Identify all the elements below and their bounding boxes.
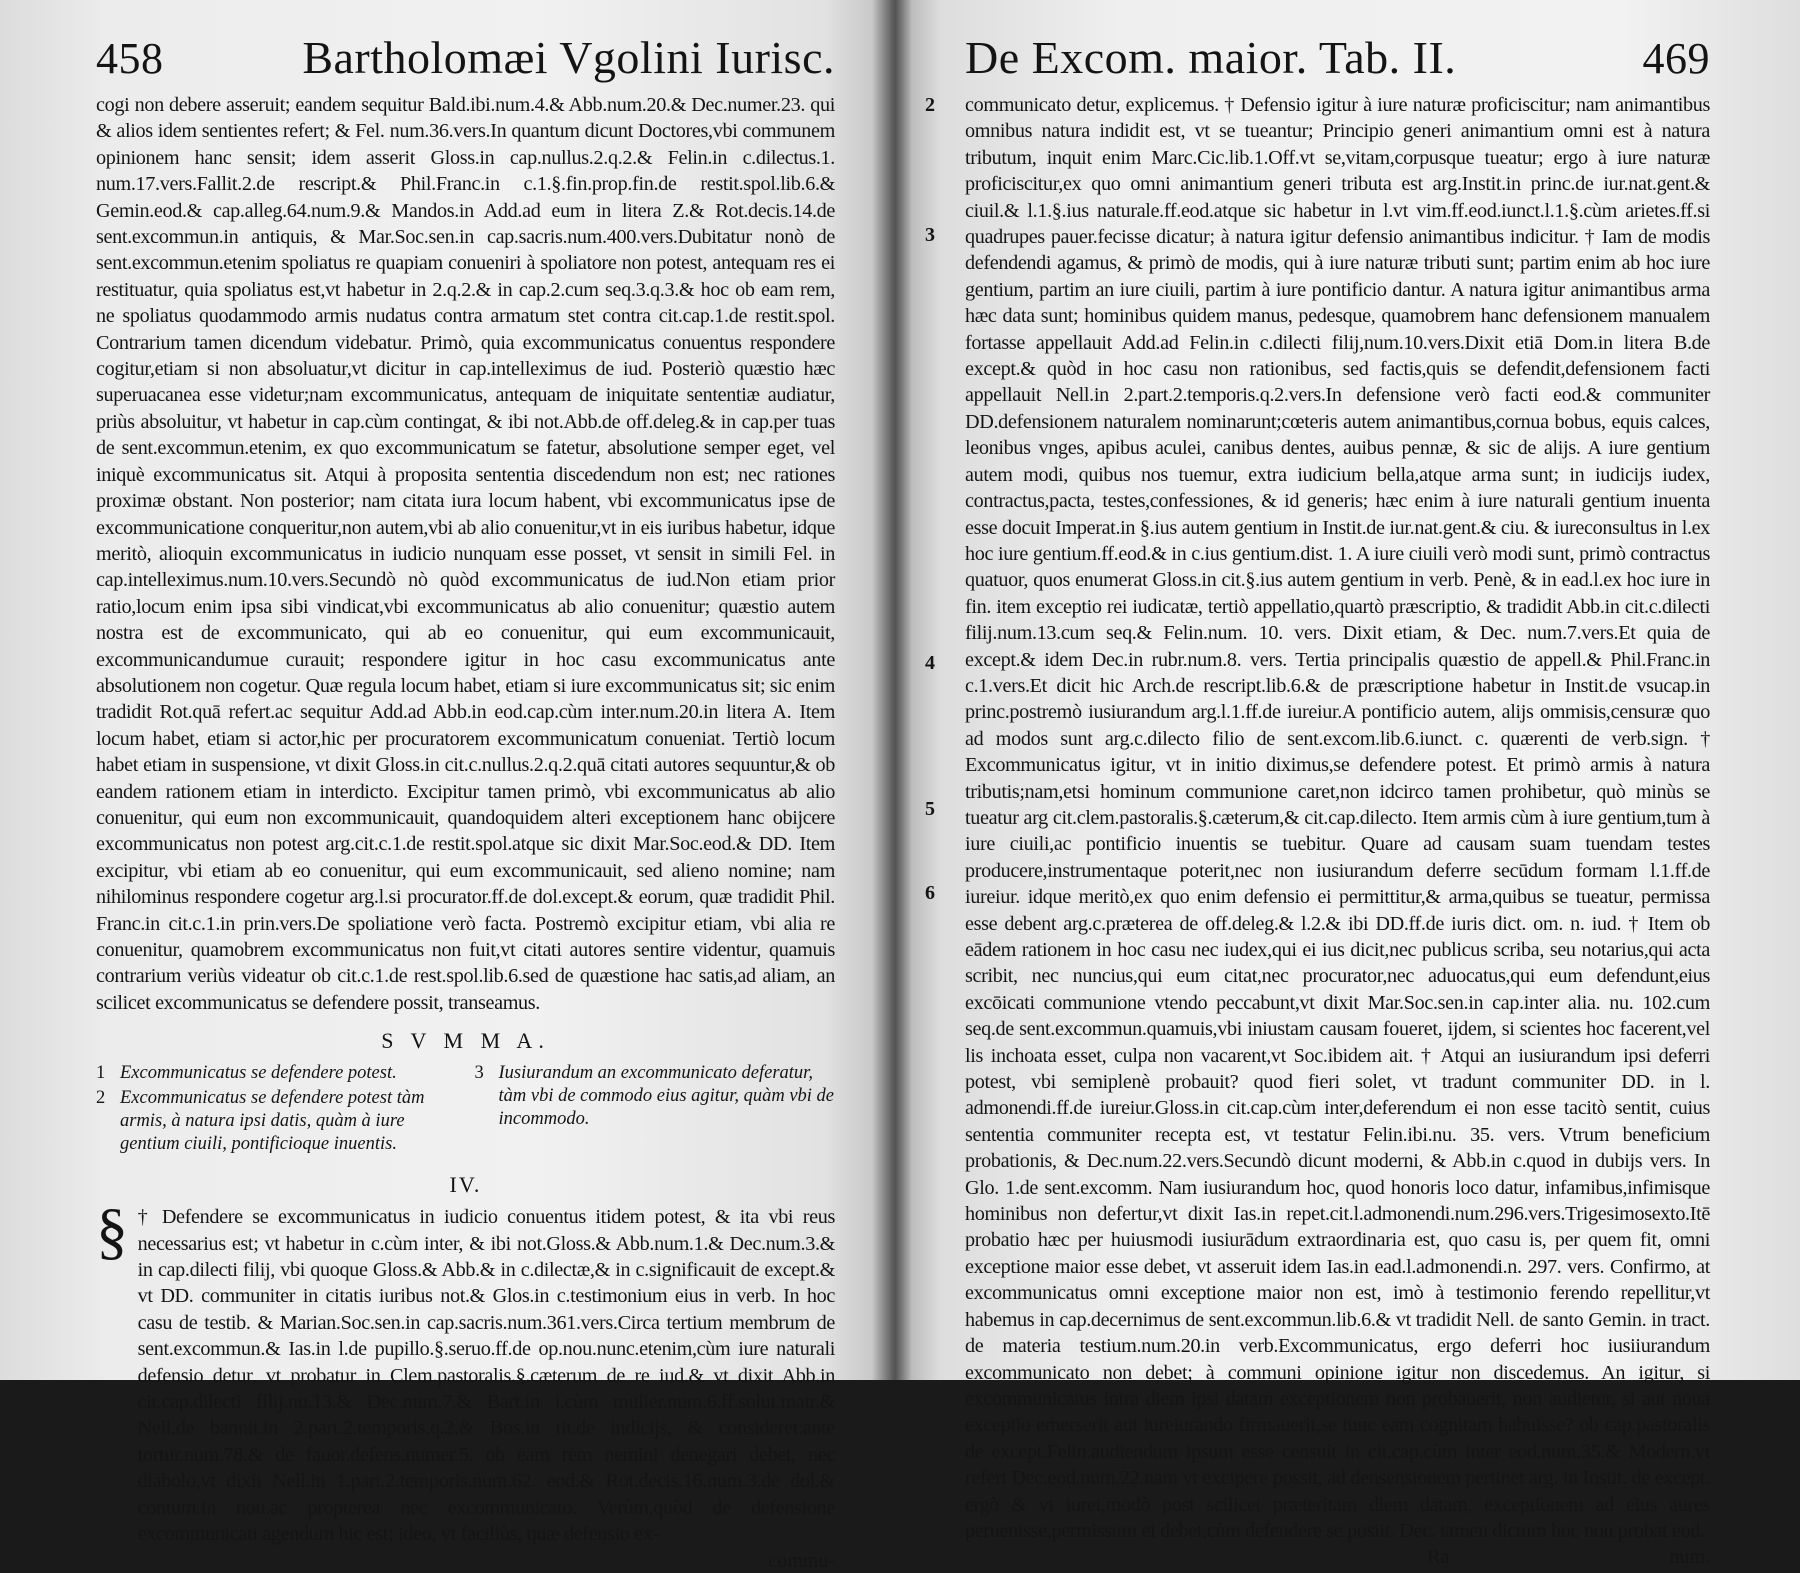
catchwords-right (965, 1546, 1710, 1569)
summa-item-number: 3 (474, 1063, 484, 1084)
summa-item (475, 1062, 836, 1131)
catchword-right: num. (1669, 1546, 1710, 1569)
running-head-title-right: De Excom. maior. Tab. II. (965, 32, 1457, 83)
left-body-paragraph-1: cogi non debere asseruit; eandem sequitur Bald.ibi.num.4.& Abb.num.20.& Dec.numer.23. qui & alios idem sentientes refert; & Fel. num.36.vers.In quantum dicunt Doctores,vbi communem opinionem hanc sensit; idem asserit Gloss.in cap.nullus.2.q.2.& Felin.in c.dilectus.1. num.17.vers.Fallit.2.de rescript.& Phil.Franc.in c.1.§.fin.prop.fin.de restit.spol.lib.6.& Gemin.eod.& cap.alleg.64.num.9.& Mandos.in Add.ad eum in litera Z.& Rot.decis.14.de sent.excommun.in antiquis, & Mar.Soc.sen.in cap.sacris.num.400.vers.Dubitatur nonò de sent.excommun.etenim spoliatus re quapiam conueniri à spoliatore non potest, antequam res ei restituatur, quia spoliatus est,vt habetur in 2.q.2.& in cap.2.cum seq.3.q.3.& hoc ob eam rem, ne spoliatus quodammodo armis nudatus contra armatum stet contra cit.cap.1.de restit.spol. Contrarium tamen dicendum videbatur. Primò, quia excommunicatus conuentus respondere cogitur,etiam si non absoluatur,vt dicitur in cap.intelleximus de iud. Posteriò quæstio hæc superuacanea esse videtur;nam excommunicatus, antequam de iniquitate sententiæ audiatur, priùs absoluitur, vt habetur in cap.cùm contingat, & ibi not.Abb.de off.deleg.& in cap.per tuas de sent.excommun.etenim, ex quo excommunicatum se fatetur, absolutione semper eget, vel iniquè excommunicatus sit. Atqui à proposita sententia discedendum non est; nec rationes proximæ obstant. Non posterior; nam citata iura locum habent, vbi excommunicatus ipse de excommunicatione conqueritur,non autem,vbi ab alio conuenitur,vt in eis iuribus habetur, idque meritò, alioquin excommunicatus in iudicio nunquam esse posset, vt sensit in simili Fel. in cap.intelleximus.num.10.vers.Secundò nò quòd excommunicatus de iud.Non etiam prior ratio,locum enim ipsa sibi vindicat,vbi excommunicatus ab alio conuenitur; quæstio autem nostra est de excommunicato, qui ab eo conuenitur, qui eum excommunicauit, excommunicandumue curauit; respondere igitur in hoc casu excommunicatus ante absolutionem non cogetur. Quæ regula locum habet, etiam si iure excommunicatus sit; sic enim tradidit Rot.quā refert.ac sequitur Add.ad Abb.in eod.cap.cùm inter.num.20.in litera A. Item locum habet, etiam si actor,hic per procuratorem excommunicatum conueniat. Tertiò locum habet etiam in suspensione, vt dixit Gloss.in cit.c.nullus.2.q.2.quā citati autores sequuntur,& ob eandem rationem etiam in interdicto. Excipitur tamen primò, vbi excommunicatus ab alio conuenitur, qui eum non excommunicauit, quandoquidem alteri exceptionem hanc obijcere excommunicatus non potest arg.cit.c.1.de restit.spol.atque sic dixit Mar.Soc.eod.& DD. Item excipitur, vbi etiam ab eo conuenitur, qui eum excommunicauit, sed alieno nomine; nam nihilominus respondere cogetur arg.l.si procurator.ff.de dol.except.& eorum, quæ tradidit Phil. Franc.in cit.c.1.in prin.vers.De spoliatione verò facta. Postremò excipitur etiam, vbi alia re conuenitur, quamobrem excommunicatus non fuit,vt citati autores sentire videntur, quamuis contrarium veriùs videatur ob cit.c.1.de rest.spol.lib.6.sed de quæstione hac satis,ad aliam, an scilicet excommunicatus se defendere possit, transeamus. (96, 94, 835, 1014)
catchword-left: commu- (768, 1549, 835, 1572)
running-head-title-left: Bartholomæi Vgolini Iurisc. (302, 32, 835, 83)
summa-item-text: Excommunicatus se defendere potest. (120, 1063, 397, 1084)
summa-item (96, 1087, 457, 1156)
section-mark: § (96, 1195, 128, 1267)
summa-heading: S V M M A. (381, 1028, 550, 1054)
running-head-right (965, 28, 1710, 92)
left-body-paragraph-2-wrap (96, 1195, 835, 1547)
margin-number: 3 (925, 224, 935, 246)
signature-mark: Ra (1427, 1546, 1450, 1569)
right-body-paragraph: communicato detur, explicemus. † Defensio igitur à iure naturæ proficiscitur; nam animantibus omnibus natura indidit est, vt se tueantur; Principio generi animantium omni est à natura tributum, inquit enim Marc.Cic.lib.1.Off.vt se,vitam,corpusque tueatur; ergo à iure naturæ proficiscitur,ex quo omni animantium generi tributa est arg.Instit.in princ.de iur.nat.gent.& ciuil.& l.1.§.ius naturale.ff.eod.atque sic habetur in l.vt vim.ff.eod.iunct.l.1.§.cùm arietes.ff.si quadrupes pauer.fecisse dicatur; à natura igitur defensio animantibus indicitur. † Iam de modis defendendi agamus, & primò de modis, qui à iure naturæ tributi sunt; partim enim ab hoc iure gentium, partim an iure ciuili, partim à iure pontificio dantur. A natura igitur animantibus arma hæc data sunt; hominibus quidem manus, pedesque, quamobrem hanc defensionem manualem fortasse appellauit Add.ad Felin.in c.dilecti filij,num.10.vers.Dixit etiā Dom.in litera B.de except.& quòd in hoc casu non rationibus, sed factis,quis se defendit,defensionem facti appellauit Nell.in 2.part.2.temporis.q.2.vers.In defensione verò facti eod.& communiter DD.defensionem naturalem nominarunt;cœteris autem animantibus,cornua bobus, equis calces, leonibus vnges, apibus aculei, canibus dentes, auibus pennæ, & sic de alijs. A iure gentium autem modi, quibus nos tuemur, extra iudicium bella,atque arma sunt; in iudicijs iudex, contractus,pacta, testes,confessiones, & id generis; hæc enim à iure naturali gentium inuenta esse docuit Imperat.in §.ius autem gentium in Instit.de iur.nat.gent.& ciu. & iureconsultus in l.ex hoc iure gentium.ff.eod.& in c.ius gentium.dist. 1. A iure ciuili verò modi sunt, primò contractus quatuor, quos enumerat Gloss.in cit.§.ius autem gentium in verb. Penè, & in ead.l.ex hoc iure in fin. item exceptio rei iudicatæ, tertiò appellatio,quartò præscriptio, & tradidit Abb.in cit.c.dilecti filij.num.13.cum seq.& Felin.num. 10. vers. Dixit etiam, & Dec. num.7.vers.Et quia de except.& idem Dec.in rubr.num.8. vers. Tertia principalis quæstio de appell.& Phil.Franc.in c.1.vers.Et dicit hic Arch.de rescript.lib.6.& de præscriptione habetur in Instit.de vsucap.in princ.postremò iusiurandum arg.l.1.ff.de iureiur.A pontificio autem, alijs ommisis,censuræ quo ad modos sunt arg.c.dilecto filio de sent.excom.lib.6.iunct. c. quærenti de verb.sign. † Excommunicatus igitur, vt in initio diximus,se defendere potest. Et primò armis à natura tributis;nam,etsi hominum communione caret,non idcirco tamen prohibetur, quò minùs se tueatur arg cit.clem.pastoralis.§.cæterum,& cit.cap.dilecto. Item armis cùm à iure gentium,tum à iure ciuili,ac pontificio inuentis se tuebitur. Quare ad causam suam tuendam testes producere,instrumentaque poterit,nec non iusiurandum deferre secūdum formam l.1.ff.de iureiur. idque meritò,ex quo enim defensio ei permittitur,& arma,quibus se tueatur, permissa esse debent arg.c.præterea de off.deleg.& l.2.& ibi DD.ff.de iuris dict. om. n. iud. † Item ob eādem rationem in hoc casu nec iudex,qui ei ius dicit,nec publicus scriba, seu notarius,qui acta scribit, nec nuncius,qui eum citat,nec procurator,nec aduocatus,qui eum defendunt,eius excōicati communione vtendo peccabunt,vt dixit Mar.Soc.sen.in cap.inter alia. nu. 102.cum seq.de sent.excommun.quamuis,vbi iniustam causam foueret, ijdem, si scientes hoc facerent,vel lis inchoata esset, culpa non vacarent,vt Soc.ibidem ait. † Atqui an iusiurandum ipsi deferri potest, vbi semiplenè probauit? quod fieri solet, vt tradunt communiter DD. in l. admonendi.ff.de iureiur.Gloss.in cit.cap.cùm inter,deferendum ei non esse tacitò sentit, cuius sententia communiter recepta est, vt testatur Felin.ibi.nu. 35. vers. Vtrum beneficium probationis, & Dec.num.22.vers.Secundò dicunt moderni, & Abb.in c.quod in dubijs vers. In Glo. 1.de sent.excomm. Nam iusiurandum hoc, quod honoris loco datur, infamibus,infimisque hominibus non defertur,vt dixit Ias.in repet.cit.l.admonendi.num.296.vers.Trigesimosexto.Itē probatio hæc per huiusmodi iusiurādum extraordinaria est, quo casu is, per quem fit, omni exceptione maior esse debet, vt asseruit idem Ias.in ead.l.admonendi.n. 297. vers. Confirmo, at excommunicatus omni exceptione maior non est, imò à testimonio ferendo repellitur,vt habemus in cap.decernimus de sent.excommun.lib.6.& vt tradidit Nell. de santo Gemin. in tract. de materia testium.num.20.in verb.Excommunicatus, ergo deferri hoc iusiiurandum excommunicato non debet; à communi opinione igitur non discedemus. An igitur, si excommunicatus intra diem ipsi datam exceptionem non probauerit, non audietur, si aut noua exceptio emerserit aut iureiurando firmauerit,se tunc eam cognitam habuisse? ob cap.pastoralis de except.Felin.audiendum ipsum esse censuit in cit.cap.cùm inter eod.num.35.& Modern.vt refert Dec.eod.num.22.nam vt excipere possit, ad densensionem pertinet arg. in Instit. de except. ergò & vt iuret,modò post scilicet præteritam diem datam, exceptionem ad eius aures peruenisse,permissum ei debet,cùm defendere se posiit. Dec. tamen dictum hoc non probat eod. (965, 94, 1710, 1542)
chapter-number: IV. (449, 1172, 482, 1198)
left-body-paragraph-2: † Defendere se excommunicatus in iudicio conuentus itidem potest, & ita vbi reus necessarius est; vt habetur in c.cùm inter, & ibi not.Gloss.& Abb.num.1.& Dec.num.3.& in cap.dilecti filij, vbi quoque Gloss.& Abb.& in c.dilectæ,& in c.significauit de except.& vt DD. communiter in citatis iuribus not.& Glos.in c.testimonium eius in verb. In hoc casu de testib. & Marian.Soc.sen.in cap.sacris.num.361.vers.Circa tertium membrum de sent.excommun.& Ias.in l.de pupillo.§.seruo.ff.de op.nou.nunc.etenim,cùm iure naturali defensio detur, vt probatur in Clem.pastoralis.§.cæterum de re iud.& vt dixit Abb.in cit.cap.dilecti filij.nu.13.& Dec.num.7.& Bart.in l.cùm mulier.num.6.ff.solut.matr.& Nell.de bannit.in 2.part.2.temporis.q.2.& Bos.in tit.de indicijs, & consideret.ante tortur.num.78.& de fauor.defens.numer.5. ob eam rem nemini denegari debet, nec diabolo,vt dixit Nell.in 1.part.2.temporis.num.62. eod.& Rot.decis.16.num.3.de dol.& contum.in nou.ac propterea nec excommunicato. Verùm,quòd de defensione excommunicati agendum hic est; ideo, vt faciliùs, quæ defensio ex- (137, 1206, 835, 1546)
summa-item-number: 2 (96, 1088, 106, 1109)
summa-list (96, 1062, 835, 1158)
summa-item-text: Iusiurandum an excommunicato deferatur, tàm vbi de commodo eius agitur, quàm vbi de incommodo. (498, 1063, 835, 1130)
margin-number: 6 (925, 882, 935, 904)
summa-item (96, 1062, 457, 1085)
left-page (0, 0, 895, 1572)
left-body-text (96, 92, 835, 1016)
summa-column-1 (96, 1062, 457, 1158)
margin-number: 5 (925, 798, 935, 820)
summa-item-number: 1 (96, 1063, 106, 1084)
margin-number: 2 (925, 94, 935, 116)
summa-column-2 (475, 1062, 836, 1158)
right-page (895, 0, 1800, 1569)
margin-number: 4 (925, 652, 935, 674)
right-body-text (965, 92, 1710, 1544)
page-number-right: 469 (1642, 34, 1710, 83)
page-number-left: 458 (96, 34, 164, 83)
summa-item-text: Excommunicatus se defendere potest tàm armis, à natura ipsi datis, quàm à iure gentium ciuili, pontificioque inuentis. (120, 1088, 425, 1155)
running-head-left (96, 28, 835, 92)
